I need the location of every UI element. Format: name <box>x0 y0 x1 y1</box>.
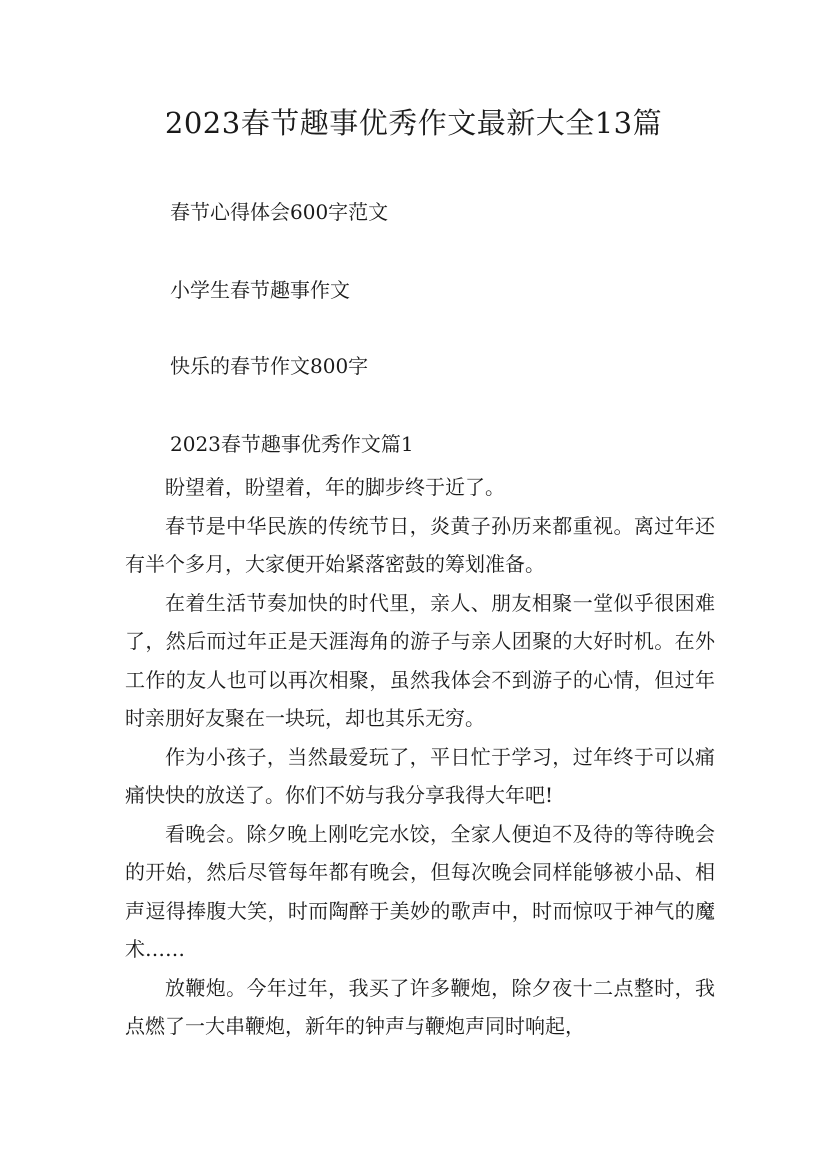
toc-item: 快乐的春节作文800字 <box>170 354 369 378</box>
essay-paragraph: 作为小孩子，当然最爱玩了，平日忙于学习，过年终于可以痛痛快快的放送了。你们不妨与我分享我得大年吧! <box>125 744 715 807</box>
toc-item: 小学生春节趣事作文 <box>170 278 350 302</box>
essay-body <box>125 468 715 1046</box>
essay-paragraph: 看晚会。除夕晚上刚吃完水饺，全家人便迫不及待的等待晚会的开始，然后尽管每年都有晚会，但每次晚会同样能够被小品、相声逗得捧腹大笑，时而陶醉于美妙的歌声中，时而惊叹于神气的魔术…… <box>125 821 715 961</box>
toc-item: 春节心得体会600字范文 <box>170 200 389 224</box>
essay-paragraph: 春节是中华民族的传统节日，炎黄子孙历来都重视。离过年还有半个多月，大家便开始紧落密鼓的筹划准备。 <box>125 513 715 576</box>
essay-paragraph: 放鞭炮。今年过年，我买了许多鞭炮，除夕夜十二点整时，我点燃了一大串鞭炮，新年的钟声与鞭炮声同时响起， <box>125 975 715 1038</box>
section-heading: 2023春节趣事优秀作文篇1 <box>170 432 414 456</box>
essay-paragraph: 盼望着，盼望着，年的脚步终于近了。 <box>165 475 505 499</box>
essay-paragraph: 在着生活节奏加快的时代里，亲人、朋友相聚一堂似乎很困难了，然后而过年正是天涯海角的游子与亲人团聚的大好时机。在外工作的友人也可以再次相聚，虽然我体会不到游子的心情，但过年时亲朋好友聚在一块玩，却也其乐无穷。 <box>125 590 715 730</box>
document-title: 2023春节趣事优秀作文最新大全13篇 <box>164 106 663 140</box>
